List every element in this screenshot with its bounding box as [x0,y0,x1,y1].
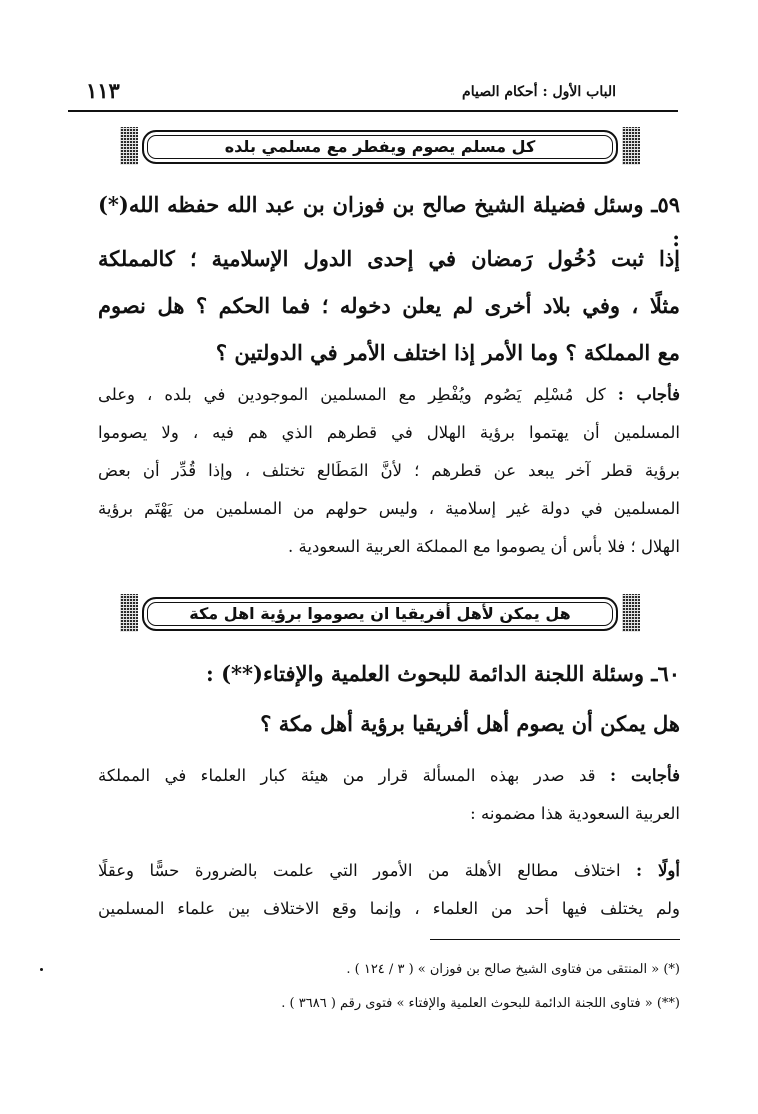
footnote-2: (**) « فتاوى اللجنة الدائمة للبحوث العلمية والإفتاء » فتوى رقم ( ٣٦٨٦ ) . [281,996,680,1011]
running-title: الباب الأول : أحكام الصيام [462,84,616,100]
answer-line: العربية السعودية هذا مضمونه : [470,804,680,823]
question-60-text: هل يمكن أن يصوم أهل أفريقيا برؤية أهل مكة ؟ [260,711,680,736]
header-rule [68,110,678,112]
question-59-heading: ٥٩ـ وسئل فضيلة الشيخ صالح بن فوزان بن عبد الله حفظه الله(*) : [98,192,680,251]
question-60-heading: ٦٠ـ وسئلة اللجنة الدائمة للبحوث العلمية والإفتاء(**) : [206,661,680,686]
point-line: ولم يختلف فيها أحد من العلماء ، وإنما وقع الاختلاف بين علماء المسلمين [98,899,680,918]
scan-speck [40,968,43,971]
answer-line: المسلمين أن يهتموا برؤية الهلال في قطرهم الذي هم فيه ، ولا يصوموا [98,423,680,442]
banner-ornament-left [120,594,138,632]
question-59-text [98,235,680,376]
banner-title: كل مسلم يصوم ويفطر مع مسلمي بلده [224,137,536,156]
question-line: إذا ثبت دُخُول رَمضان في إحدى الدول الإسلامية ؛ كالمملكة [98,246,680,271]
question-line: مثلًا ، وفي بلاد أخرى لم يعلن دخوله ؛ فما الحكم ؟ هل نصوم [98,293,680,318]
answer-60 [98,757,680,833]
banner-ornament-right [622,594,640,632]
section-banner-2 [120,594,640,632]
question-line: مع المملكة ؟ وما الأمر إذا اختلف الأمر في الدولتين ؟ [215,340,680,365]
banner-ornament-right [622,127,640,165]
footnote-1: (*) « المنتقى من فتاوى الشيخ صالح بن فوزان » ( ٣ / ١٢٤ ) . [346,962,680,977]
running-header [68,74,676,110]
footnote-rule [430,939,680,940]
answer-label: فأجاب : [617,385,680,404]
answer-line: الهلال ؛ فلا بأس أن يصوموا مع المملكة العربية السعودية . [288,537,680,556]
answer-59 [98,376,680,566]
page-number: ١١٣ [86,78,120,103]
answer-label: فأجابت : [609,766,680,785]
section-banner-1 [120,127,640,165]
answer-line: قد صدر بهذه المسألة قرار من هيئة كبار العلماء في المملكة [98,766,596,785]
point-first [98,852,680,928]
first-label: أولًا : [636,861,680,880]
banner-ornament-left [120,127,138,165]
answer-line: المسلمين في دولة غير إسلامية ، وليس حولهم من المسلمين من يَهْتَم برؤية [98,499,680,518]
answer-line: كل مُسْلِم يَصُوم ويُفْطِر مع المسلمين الموجودين في بلده ، وعلى [98,385,606,404]
answer-line: برؤية قطر آخر يبعد عن قطرهم ؛ لأنَّ المَطَالع تختلف ، وإذا قُدِّر أن بعض [98,461,680,480]
point-line: اختلاف مطالع الأهلة من الأمور التي علمت بالضرورة حسًّا وعقلًا [98,861,621,880]
banner-title: هل يمكن لأهل أفريقيا ان يصوموا برؤية اهل مكة [189,604,571,623]
